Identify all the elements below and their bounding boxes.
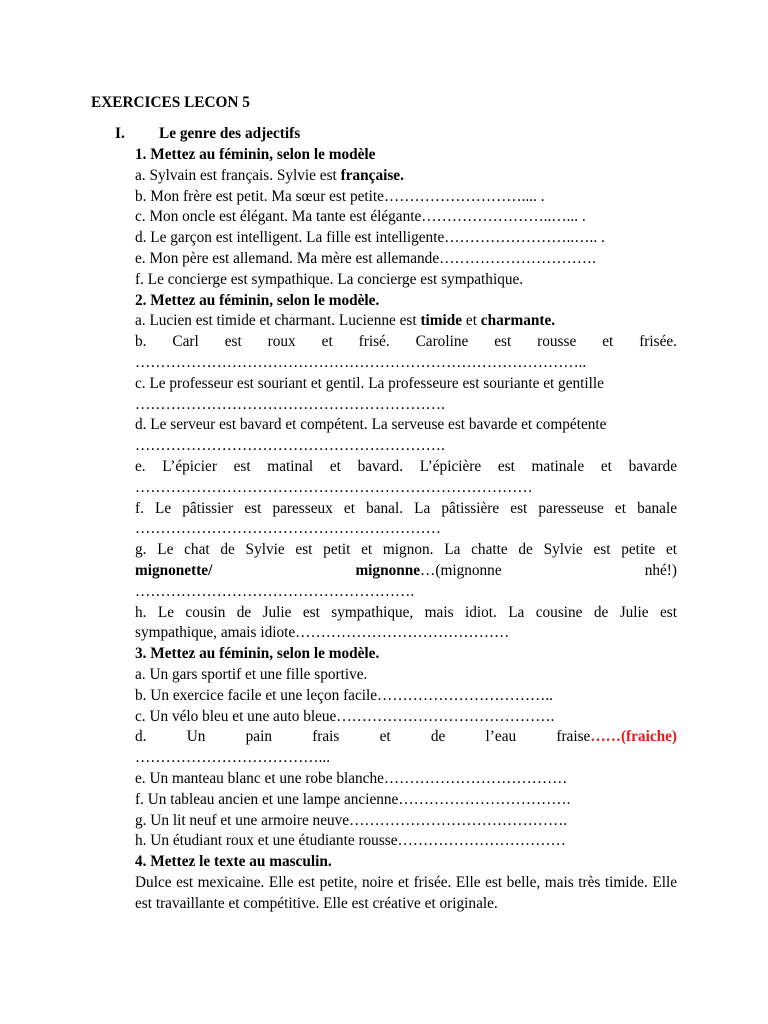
exercise-2-heading: 2. Mettez au féminin, selon le modèle.: [135, 291, 380, 309]
exercise-3-item-c: c. Un vélo bleu et une auto bleue…………………………………….: [135, 707, 555, 725]
exercise-2-item-b-blank: ……………………………………………………………………………..: [135, 353, 587, 371]
exercise-3-item-g: g. Un lit neuf et une armoire neuve…………………………………….: [135, 811, 568, 829]
section-heading: [115, 124, 300, 145]
exercise-2-item-e: e. L’épicier est matinal et bavard. L’épicière est matinale et bavarde: [135, 457, 677, 475]
exercise-4-heading: 4. Mettez le texte au masculin.: [135, 853, 332, 871]
exercise-2-item-c: c. Le professeur est souriant et gentil. La professeure est souriante et gentille: [135, 374, 604, 392]
item-note: …(mignonne nhé!): [420, 561, 677, 579]
exercise-3-item-h: h. Un étudiant roux et une étudiante rousse……………………………: [135, 832, 566, 850]
exercise-1-item-f: f. Le concierge est sympathique. La concierge est sympathique.: [135, 270, 524, 288]
exercise-2-item-g: g. Le chat de Sylvie est petit et mignon. La chatte de Sylvie est petite et: [135, 541, 677, 559]
exercise-2-item-h: h. Le cousin de Julie est sympathique, mais idiot. La cousine de Julie est: [135, 603, 677, 621]
exercise-1-item-b: b. Mon frère est petit. Ma sœur est petite……………………….... .: [135, 187, 545, 205]
exercise-3-item-d-blank: ………………………………...: [135, 749, 331, 767]
exercise-1-item-a: [135, 166, 677, 187]
item-answer-bold: mignonne: [355, 561, 421, 579]
section-number: I.: [115, 125, 125, 142]
exercise-2-item-a: [135, 311, 677, 332]
item-text: a. Sylvain est français. Sylvie est: [135, 166, 341, 184]
item-answer-bold: mignonette/: [135, 561, 213, 579]
document-title: EXERCICES LECON 5: [91, 94, 250, 111]
item-text: a. Lucien est timide et charmant. Lucienne est: [135, 312, 421, 330]
item-answer-red: ……(fraiche): [590, 728, 677, 746]
section-title: Le genre des adjectifs: [159, 125, 301, 142]
exercise-2-item-h-cont: sympathique, amais idiote……………………………………: [135, 624, 510, 642]
exercise-2-item-d-blank: …………………………………………………….: [135, 437, 445, 455]
exercise-1-item-c: c. Mon oncle est élégant. Ma tante est élégante……………………..…... .: [135, 208, 586, 226]
exercise-4-text: Dulce est mexicaine. Elle est petite, noire et frisée. Elle est belle, mais très timide. Elle est travaillante et compétitive. Elle est créative et originale.: [135, 873, 677, 912]
item-answer-bold: charmante.: [480, 312, 556, 330]
exercise-2-item-d: d. Le serveur est bavard et compétent. La serveuse est bavarde et compétente: [135, 416, 607, 434]
exercise-2-item-g-blank: ……………………………………………….: [135, 582, 415, 600]
exercise-2-item-b: b. Carl est roux et frisé. Caroline est rousse et frisée.: [135, 333, 677, 351]
exercise-3-item-e: e. Un manteau blanc et une robe blanche………………………………: [135, 769, 568, 787]
exercise-3-item-a: a. Un gars sportif et une fille sportive.: [135, 665, 368, 683]
exercise-2-item-e-blank: ……………………………………………………………………: [135, 478, 533, 496]
exercise-3-item-f: f. Un tableau ancien et une lampe ancienne…………………………….: [135, 790, 571, 808]
exercise-1-item-e: e. Mon père est allemand. Ma mère est allemande………………………….: [135, 249, 596, 267]
exercise-2-item-g-answer: [135, 561, 677, 582]
item-text: et: [462, 312, 481, 330]
exercise-content: [135, 145, 677, 914]
exercise-3-item-b: b. Un exercice facile et une leçon facile……………………………..: [135, 686, 553, 704]
exercise-2-item-f: f. Le pâtissier est paresseux et banal. La pâtissière est paresseuse et banale: [135, 499, 677, 517]
item-answer-bold: timide: [420, 312, 463, 330]
item-answer-bold: française.: [340, 166, 404, 184]
exercise-1-heading: 1. Mettez au féminin, selon le modèle: [135, 146, 376, 163]
exercise-1-item-d: d. Le garçon est intelligent. La fille est intelligente……………………..….. .: [135, 229, 605, 247]
item-text: d. Un pain frais et de l’eau fraise: [135, 728, 591, 746]
exercise-2-item-f-blank: ……………………………………………………: [135, 520, 441, 538]
exercise-3-heading: 3. Mettez au féminin, selon le modèle.: [135, 645, 380, 663]
exercise-2-item-c-blank: …………………………………………………….: [135, 395, 445, 413]
exercise-3-item-d: [135, 727, 677, 748]
